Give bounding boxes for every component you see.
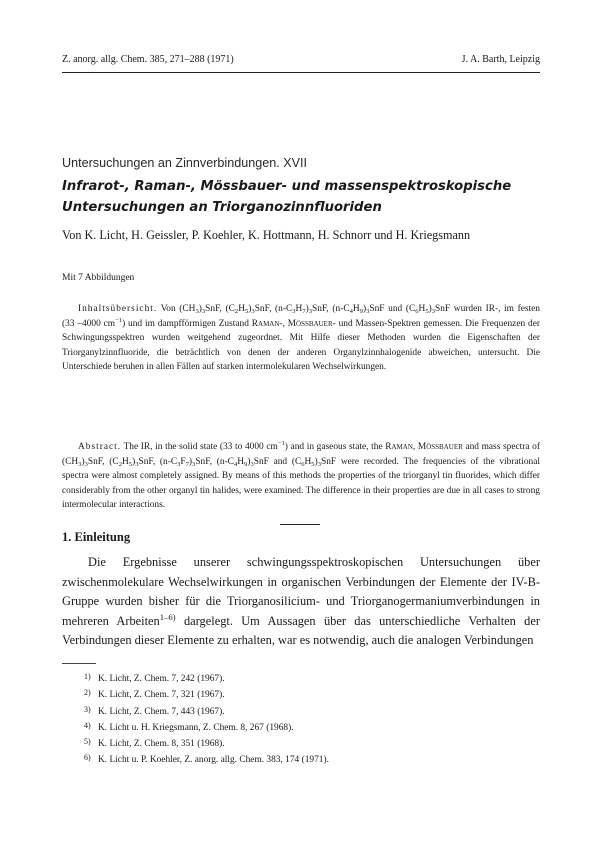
footnote-item: 6) K. Licht u. P. Koehler, Z. anorg. allg. Chem. 383, 174 (1971). [84, 753, 329, 766]
journal-citation: Z. anorg. allg. Chem. 385, 271–288 (1971) [62, 54, 234, 65]
abstract-german: Inhaltsübersicht. Von $(CH_3)_3SnF$, $(C_2H_5)_3SnF$, $(n-C_3H_7)_3SnF$, $(n-C_4H_9)_3SnF$ und $(C_6H_5)_3SnF$ wurden IR-, im festen (33 –4000 $cm^{-1}$) und im dampfförmigen Zustand Raman-, Mössbauer- und Massen-Spektren gemessen. Die Frequenzen der Schwingungsspektren wurden weitgehend zugeordnet. Mit Hilfe dieser Methoden wurden die Eigenschaften der Triorganylzinnfluoride, die beträchtlich von denen der anderen Organylzinnhalogenide abweichen, untersucht. Die Unterschiede beruhen in allen Fällen auf starken intermolekularen Wechselwirkungen. [62, 304, 541, 372]
footnote-item: 2) K. Licht, Z. Chem. 7, 321 (1967). [84, 688, 225, 701]
article-title: Infrarot-, Raman-, Mössbauer- und massenspektroskopische Untersuchungen an Triorganozinnfluoriden [62, 179, 512, 215]
abstract-label: Inhaltsübersicht. [78, 304, 158, 314]
section-separator [280, 524, 320, 525]
footnote-list [84, 670, 524, 768]
abstract-label: Abstract. [78, 442, 122, 452]
running-header [62, 54, 540, 65]
introduction-paragraph: Die Ergebnisse unserer schwingungsspektroskopischen Untersuchungen über zwischenmolekulare Wechselwirkungen in organischen Verbindungen der Elemente der IV-B-Gruppe wurden bisher für die Triorganosilicium- und Triorganogermaniumverbindungen in mehreren Arbeiten$^{1-6)}$ dargelegt. Um Aussagen über das unterschiedliche Verhalten der Verbindungen dieser Elemente zu erhalten, war es notwendig, auch die analogen Verbindungen [62, 555, 540, 647]
footnote-item: 5) K. Licht, Z. Chem. 8, 351 (1968). [84, 737, 225, 750]
section-heading: 1. Einleitung [62, 530, 131, 544]
publisher: J. A. Barth, Leipzig [461, 54, 540, 65]
abstract-english: Abstract. The IR, in the solid state (33 to 4000 $cm^{-1}$) and in gaseous state, the Raman, Mössbauer and mass spectra of $(CH_3)_3SnF$, $(C_2H_5)_3SnF$, $(n-C_3F_7)_3SnF$, $(n-C_4H_9)_3SnF$ and $(C_6H_5)_3SnF$ were recorded. The frequencies of the vibrational spectra were almost completely assigned. By means of this methods the properties of the triorganyl tin fluorides, which differ considerably from the other organyl tin halides, were examined. The difference in their properties are due in all cases to strong intermolecular interactions. [62, 439, 540, 510]
author-list: Von K. Licht, H. Geissler, P. Koehler, K. Hottmann, H. Schnorr und H. Kriegsmann [62, 228, 471, 242]
reference-marker: 1–6) [159, 611, 176, 622]
footnote-item: 1) K. Licht, Z. Chem. 7, 242 (1967). [84, 672, 225, 684]
footnote-item: 3) K. Licht, Z. Chem. 7, 443 (1967). [84, 704, 225, 717]
header-rule [62, 72, 540, 73]
figures-note: Mit 7 Abbildungen [62, 273, 135, 283]
series-title: Untersuchungen an Zinnverbindungen. XVII [62, 156, 308, 170]
footnote-item: 4) K. Licht u. H. Kriegsmann, Z. Chem. 8, 267 (1968). [84, 720, 294, 733]
footnote-rule [62, 663, 96, 664]
